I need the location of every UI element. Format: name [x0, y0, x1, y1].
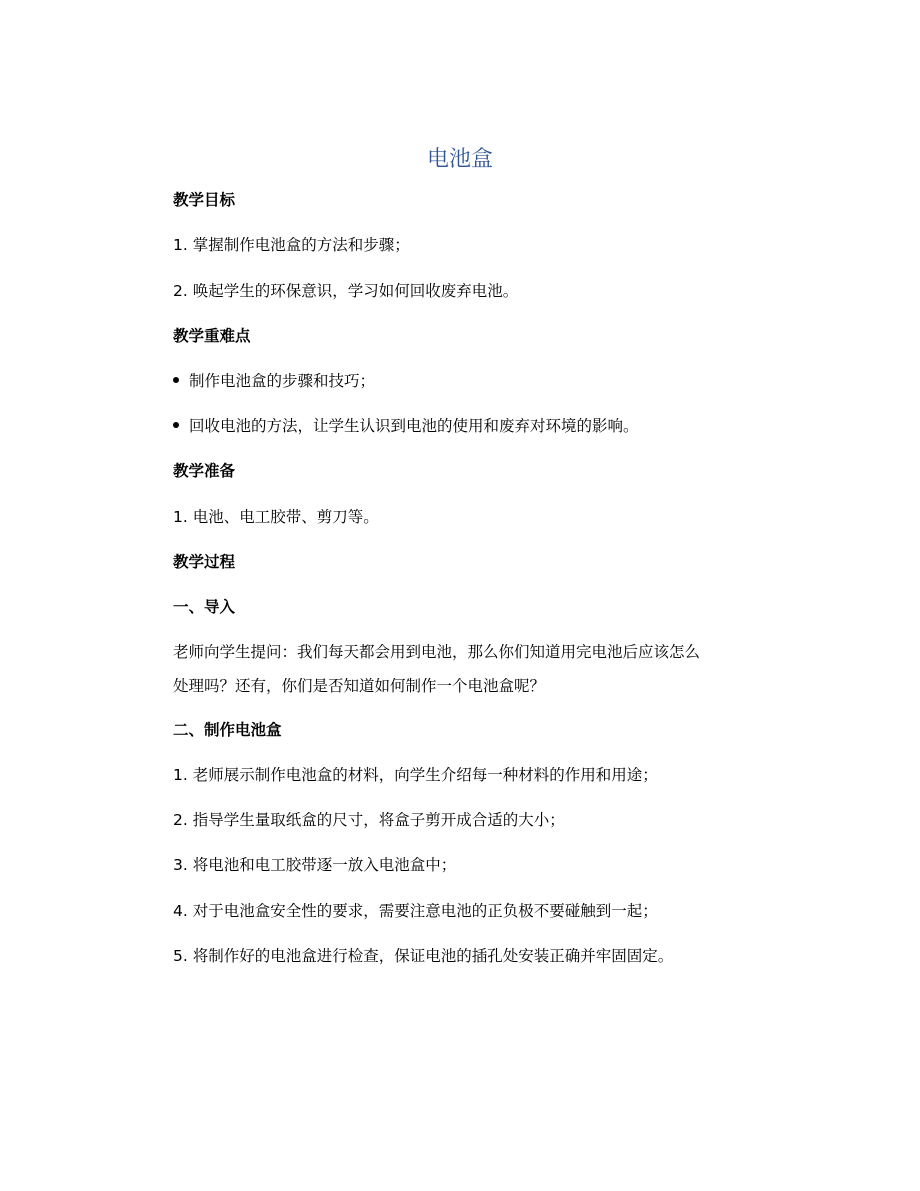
key-point-text: 制作电池盒的步骤和技巧；	[189, 372, 376, 390]
make-step-3: 3. 将电池和电工胶带逐一放入电池盒中；	[173, 856, 457, 874]
preparation-item-1: 1. 电池、电工胶带、剪刀等。	[173, 508, 379, 526]
key-point-item-2	[173, 414, 639, 438]
goal-item-2: 2. 唤起学生的环保意识，学习如何回收废弃电池。	[173, 282, 519, 300]
make-step-2: 2. 指导学生量取纸盒的尺寸，将盒子剪开成合适的大小；	[173, 811, 565, 829]
heading-make-battery-box: 二、制作电池盒	[173, 721, 282, 739]
document-title: 电池盒	[426, 147, 493, 172]
bullet-icon	[173, 422, 179, 428]
intro-paragraph	[173, 635, 793, 703]
goal-item-1: 1. 掌握制作电池盒的方法和步骤；	[173, 236, 410, 254]
bullet-icon	[173, 377, 179, 383]
make-step-4: 4. 对于电池盒安全性的要求，需要注意电池的正负极不要碰触到一起；	[173, 902, 658, 920]
heading-key-points: 教学重难点	[173, 327, 251, 345]
make-step-5: 5. 将制作好的电池盒进行检查，保证电池的插孔处安装正确并牢固固定。	[173, 947, 674, 965]
intro-paragraph-line-1: 老师向学生提问：我们每天都会用到电池，那么你们知道用完电池后应该怎么	[173, 643, 701, 661]
heading-intro: 一、导入	[173, 598, 236, 616]
heading-teaching-goals: 教学目标	[173, 191, 236, 209]
key-point-text: 回收电池的方法，让学生认识到电池的使用和废弃对环境的影响。	[189, 417, 639, 435]
intro-paragraph-line-2: 处理吗？还有，你们是否知道如何制作一个电池盒呢？	[173, 677, 546, 695]
heading-preparation: 教学准备	[173, 462, 236, 480]
heading-teaching-process: 教学过程	[173, 553, 236, 571]
key-point-item-1	[173, 369, 375, 393]
make-step-1: 1. 老师展示制作电池盒的材料，向学生介绍每一种材料的作用和用途；	[173, 766, 658, 784]
